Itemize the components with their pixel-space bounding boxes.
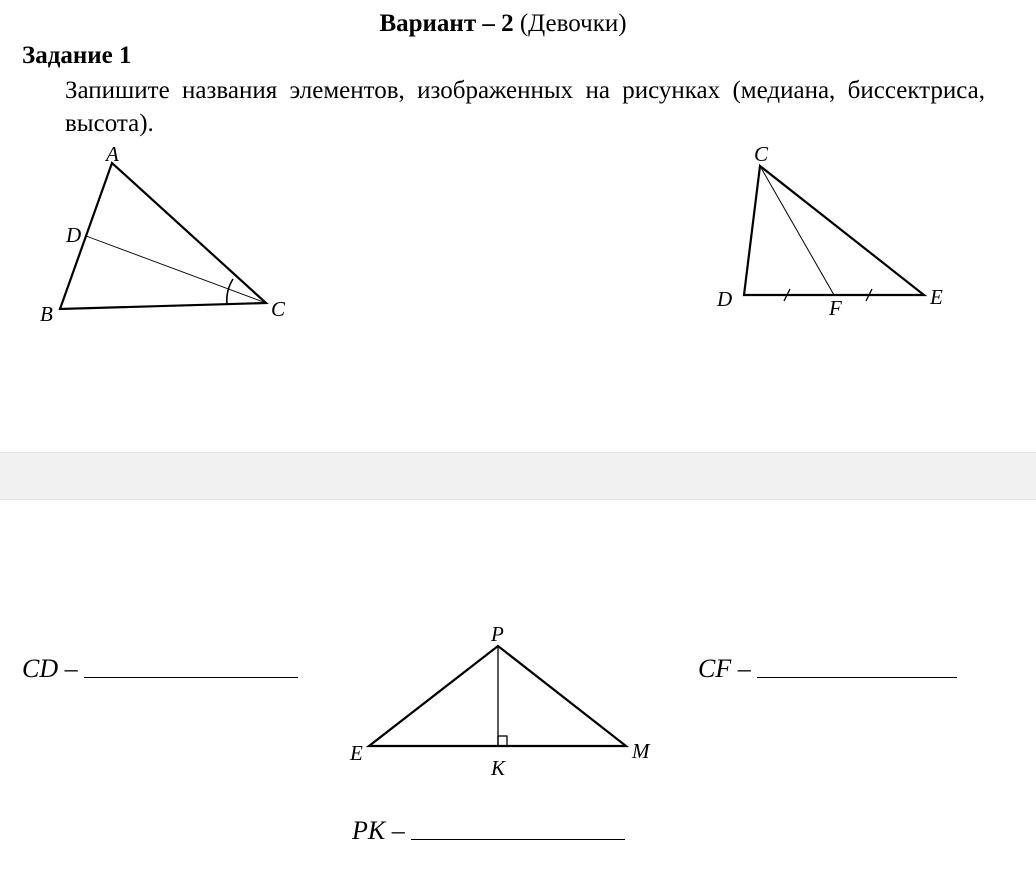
variant-label: Вариант – 2: [379, 10, 514, 37]
answer-cf: [698, 654, 957, 684]
vertex-label-b: B: [40, 302, 53, 326]
variant-note: (Девочки): [519, 10, 627, 37]
answer-cd-blank[interactable]: [84, 676, 298, 678]
answer-cf-label: CF –: [698, 654, 751, 683]
vertex-label-c: C: [271, 297, 286, 321]
right-angle-marker: [498, 736, 507, 746]
vertex-label-d: D: [717, 287, 733, 311]
answer-pk: [352, 816, 625, 846]
vertex-label-m: M: [632, 739, 650, 763]
answer-cd-label: CD –: [22, 654, 78, 683]
answer-cf-blank[interactable]: [757, 676, 957, 678]
vertex-label-e: E: [350, 741, 363, 765]
point-label-k: K: [491, 756, 506, 780]
task-instructions: Запишите названия элементов, изображенных на рисунках (медиана, биссектриса, высота).: [65, 77, 985, 137]
answer-pk-blank[interactable]: [411, 838, 625, 840]
answer-pk-label: PK –: [352, 816, 405, 845]
answer-cd: [22, 654, 298, 684]
vertex-label-c: C: [754, 142, 769, 166]
vertex-label-p: P: [491, 622, 504, 646]
point-label-d: D: [66, 223, 82, 247]
point-label-f: F: [829, 296, 842, 320]
vertex-label-e: E: [930, 285, 943, 309]
task-heading: Задание 1: [22, 42, 132, 69]
vertex-label-a: A: [106, 142, 119, 166]
